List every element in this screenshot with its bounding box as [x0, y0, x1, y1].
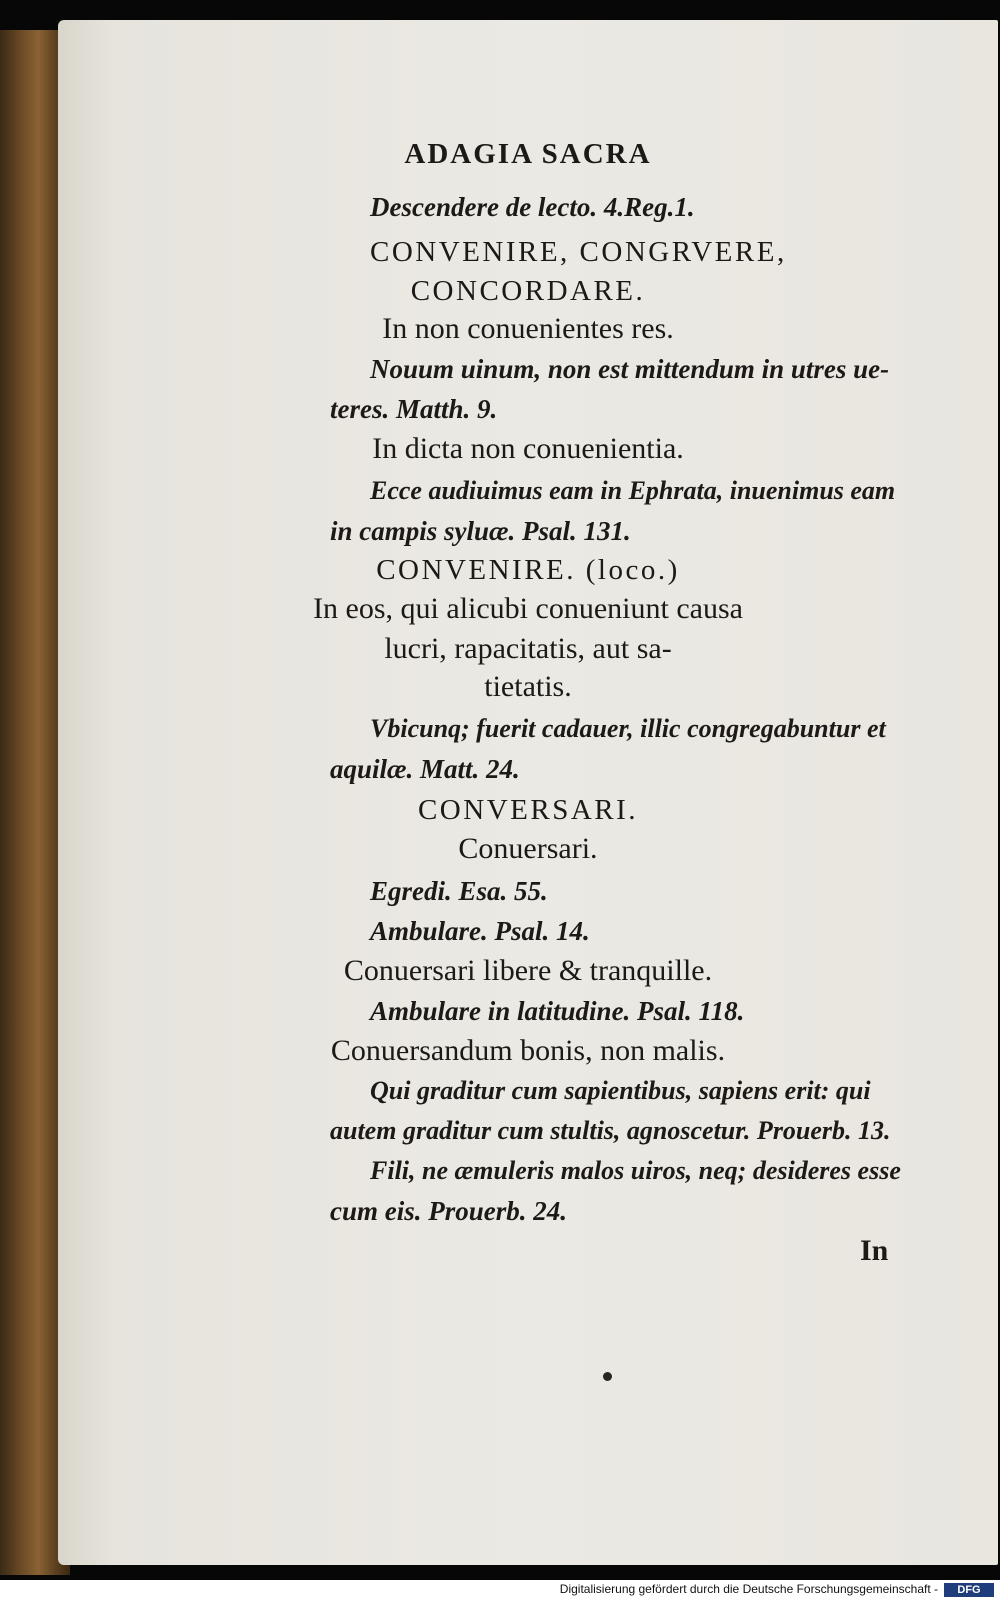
- text-line: Qui graditur cum sapientibus, sapiens erit: qui: [370, 1076, 871, 1105]
- text-line: Egredi. Esa. 55.: [370, 876, 548, 906]
- section-heading: CONVENIRE, CONGRVERE,: [370, 236, 787, 268]
- text-line: Ambulare in latitudine. Psal. 118.: [370, 996, 745, 1026]
- text-line: autem graditur cum stultis, agnoscetur. Prouerb. 13.: [330, 1116, 891, 1145]
- section-heading: CONVENIRE. (loco.): [376, 554, 680, 586]
- running-head: ADAGIA SACRA: [404, 138, 652, 170]
- text-line: Nouum uinum, non est mittendum in utres ue-: [370, 354, 890, 384]
- text-line: aquilæ. Matt. 24.: [330, 754, 520, 784]
- subheading: Conuersandum bonis, non malis.: [330, 1034, 726, 1067]
- text-line: Ambulare. Psal. 14.: [370, 916, 590, 946]
- subheading: tietatis.: [484, 670, 572, 703]
- text-line: Fili, ne æmuleris malos uiros, neq; desideres esse: [370, 1156, 901, 1185]
- subheading: In dicta non conuenientia.: [372, 432, 684, 465]
- subheading: Conuersari.: [458, 832, 598, 865]
- text-line: teres. Matth. 9.: [330, 394, 498, 424]
- digitization-footer: [0, 1580, 1000, 1601]
- subheading: In non conuenientes res.: [382, 312, 674, 345]
- ink-speck: [603, 1372, 612, 1381]
- section-heading: CONCORDARE.: [410, 275, 646, 307]
- section-heading: CONVERSARI.: [417, 794, 639, 826]
- subheading: Conuersari libere & tranquille.: [343, 954, 713, 987]
- subheading: lucri, rapacitatis, aut sa-: [384, 632, 672, 665]
- text-line: cum eis. Prouerb. 24.: [330, 1196, 568, 1226]
- text-line: Vbicunq; fuerit cadauer, illic congregabuntur et: [370, 714, 886, 743]
- text-line: Descendere de lecto. 4.Reg.1.: [370, 192, 695, 222]
- text-line: Ecce audiuimus eam in Ephrata, inuenimus eam: [370, 476, 896, 505]
- footer-credit: Digitalisierung gefördert durch die Deutsche Forschungsgemeinschaft -: [559, 1582, 938, 1596]
- catchword: In: [860, 1234, 889, 1267]
- text-line: in campis syluæ. Psal. 131.: [330, 516, 631, 546]
- subheading: In eos, qui alicubi conueniunt causa: [313, 592, 743, 625]
- dfg-logo: DFG: [944, 1583, 994, 1597]
- book-page: [58, 20, 998, 1565]
